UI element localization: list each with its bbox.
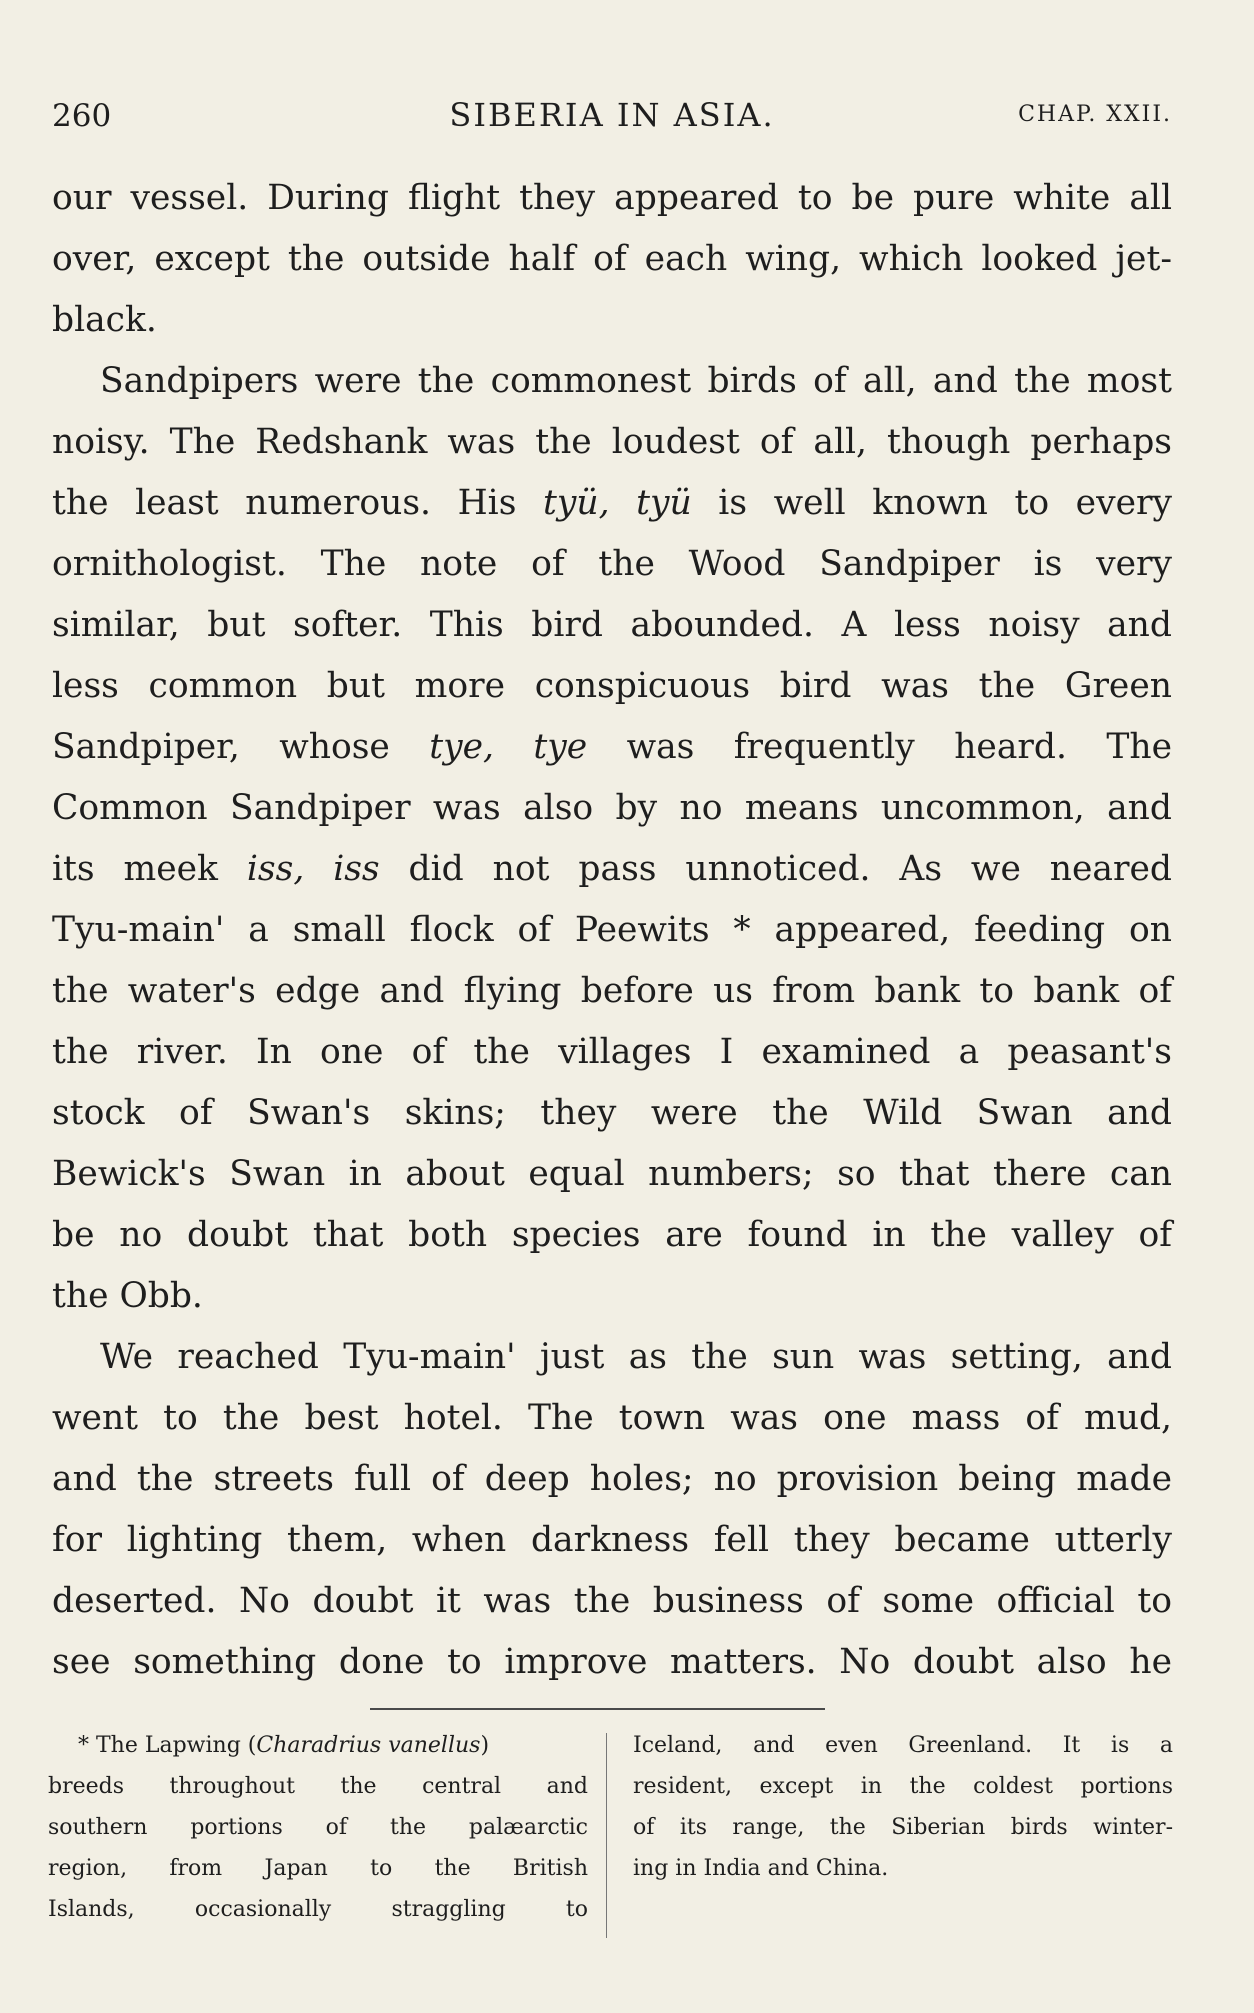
body-text (52, 168, 1172, 1693)
footnote-line: * The Lapwing (Charadrius vanellus) (78, 1733, 490, 1758)
text-line: and the streets full of deep holes; no provision being made (52, 1459, 1172, 1499)
page-header (52, 90, 1172, 140)
footnote-line: Iceland, and even Greenland. It is a (633, 1733, 1173, 1758)
text-line: stock of Swan's skins; they were the Wild Swan and (52, 1093, 1172, 1133)
text-line: less common but more conspicuous bird was the Green (52, 666, 1172, 706)
footnote-column-divider (606, 1733, 607, 1938)
species-name: Charadrius vanellus (256, 1733, 481, 1758)
text-line: We reached Tyu-main' just as the sun was setting, and (100, 1337, 1172, 1377)
text-line: for lighting them, when darkness fell they became utterly (52, 1520, 1172, 1560)
page-number: 260 (52, 98, 112, 134)
running-title: SIBERIA IN ASIA. (449, 96, 775, 134)
text-line: went to the best hotel. The town was one mass of mud, (52, 1398, 1172, 1438)
text-line: Bewick's Swan in about equal numbers; so that there can (52, 1154, 1172, 1194)
text-line: see something done to improve matters. No doubt also he (52, 1642, 1172, 1682)
text-line: the Obb. (52, 1276, 203, 1316)
chapter-reference: CHAP. XXII. (1018, 102, 1172, 127)
footnote-line: southern portions of the palæarctic (48, 1815, 588, 1840)
footnote-line: region, from Japan to the British (48, 1856, 588, 1881)
footnote-line: of its range, the Siberian birds winter- (633, 1815, 1173, 1840)
italic-call: tye, tye (429, 727, 588, 767)
text-line: Tyu-main' a small flock of Peewits * appeared, feeding on (52, 910, 1172, 950)
text-line: ornithologist. The note of the Wood Sandpiper is very (52, 544, 1172, 584)
italic-call: iss, iss (246, 849, 380, 889)
footnote-line: breeds throughout the central and (48, 1774, 588, 1799)
text-line: over, except the outside half of each wing, which looked jet- (52, 239, 1172, 279)
text-line: similar, but softer. This bird abounded. A less noisy and (52, 605, 1172, 645)
text-line: its meek iss, iss did not pass unnoticed. As we neared (52, 849, 1172, 889)
footnote-line: ing in India and China. (633, 1856, 889, 1881)
text-line: Sandpiper, whose tye, tye was frequently heard. The (52, 727, 1172, 767)
footnote-line: resident, except in the coldest portions (633, 1774, 1173, 1799)
text-line: Sandpipers were the commonest birds of all, and the most (100, 361, 1172, 401)
text-line: the river. In one of the villages I examined a peasant's (52, 1032, 1172, 1072)
text-line: be no doubt that both species are found in the valley of (52, 1215, 1172, 1255)
italic-call: tyü, tyü (543, 483, 692, 523)
footnote-left-column (48, 1725, 588, 1930)
footnote (48, 1725, 1172, 1935)
footnote-right-column (633, 1725, 1173, 1889)
text-line: black. (52, 300, 157, 340)
text-line: Common Sandpiper was also by no means uncommon, and (52, 788, 1172, 828)
text-line: our vessel. During flight they appeared to be pure white all (52, 178, 1172, 218)
text-line: the water's edge and flying before us from bank to bank of (52, 971, 1172, 1011)
text-line: deserted. No doubt it was the business of some official to (52, 1581, 1172, 1621)
footnote-line: Islands, occasionally straggling to (48, 1897, 588, 1922)
footnote-rule (370, 1708, 825, 1710)
text-line: the least numerous. His tyü, tyü is well known to every (52, 483, 1172, 523)
text-line: noisy. The Redshank was the loudest of all, though perhaps (52, 422, 1172, 462)
